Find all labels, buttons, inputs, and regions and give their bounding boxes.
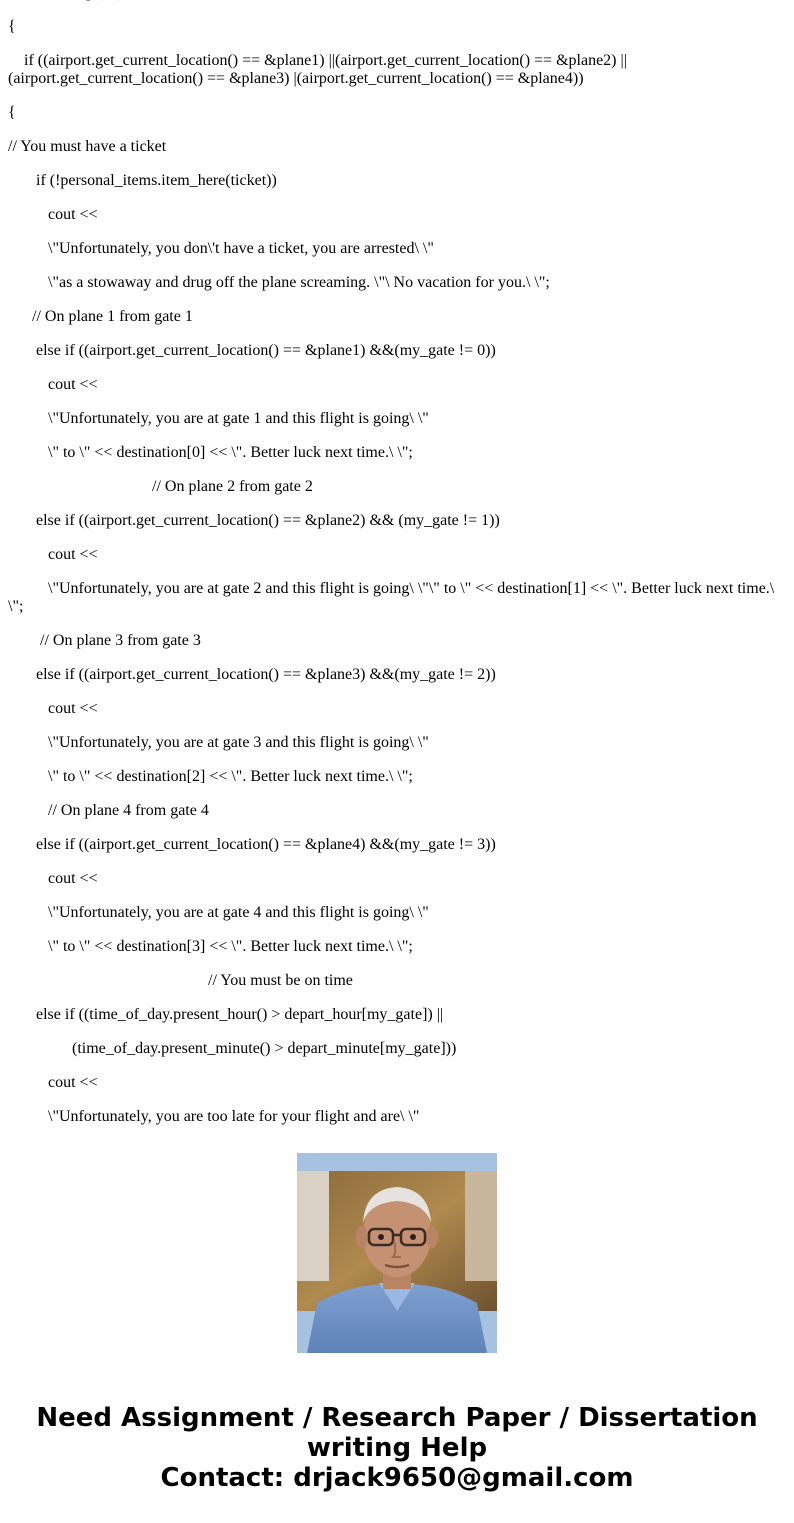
code-line: \" to \" << destination[0] << \". Better luck next time.\ \"; <box>8 444 413 461</box>
code-line: cout << <box>8 1074 98 1091</box>
code-line: cout << <box>8 376 98 393</box>
code-line: \"Unfortunately, you don\'t have a ticket, you are arrested\ \" <box>8 240 434 257</box>
promo-headline: Need Assignment / Research Paper / Dissertation <box>36 1403 758 1433</box>
code-line: \"Unfortunately, you are at gate 1 and this flight is going\ \" <box>8 410 429 427</box>
code-line: \" to \" << destination[3] << \". Better luck next time.\ \"; <box>8 938 413 955</box>
author-avatar <box>297 1153 497 1353</box>
code-line: else if ((airport.get_current_location() == &plane4) &&(my_gate != 3)) <box>8 836 496 853</box>
code-line: // You must have a ticket <box>8 138 167 155</box>
code-line: // You must be on time <box>8 972 353 989</box>
code-line: else if ((airport.get_current_location() == &plane3) &&(my_gate != 2)) <box>8 666 496 683</box>
code-line: cout << <box>8 206 98 223</box>
code-line: // On plane 3 from gate 3 <box>8 632 201 649</box>
promo-contact: Contact: drjack9650@gmail.com <box>160 1463 634 1493</box>
code-line: \"Unfortunately, you are at gate 3 and this flight is going\ \" <box>8 734 429 751</box>
code-line: \"Unfortunately, you are at gate 2 and this flight is going\ \"\" to \" << destination[1] << \". Better luck next time.\ \"; <box>8 580 779 615</box>
code-line: // On plane 2 from gate 2 <box>8 478 313 495</box>
code-line: // On plane 4 from gate 4 <box>8 802 209 819</box>
code-line: if ((airport.get_current_location() == &plane1) ||(airport.get_current_location() == &plane2) || (airport.get_current_location() == &plane3) |(airport.get_current_location() == &plane4)) <box>8 52 631 87</box>
code-line: (time_of_day.present_minute() > depart_minute[my_gate])) <box>8 1040 457 1057</box>
code-line: { <box>8 104 16 121</box>
code-line: cout << <box>8 700 98 717</box>
code-line: \"Unfortunately, you are too late for your flight and are\ \" <box>8 1108 420 1125</box>
code-line: \" to \" << destination[2] << \". Better luck next time.\ \"; <box>8 768 413 785</box>
code-line: else if ((airport.get_current_location() == &plane1) &&(my_gate != 0)) <box>8 342 496 359</box>
code-line: cout << <box>8 870 98 887</box>
code-line: \"Unfortunately, you are at gate 4 and this flight is going\ \" <box>8 904 429 921</box>
code-line: cout << <box>8 546 98 563</box>
code-line: { <box>8 18 16 35</box>
code-line: \"as a stowaway and drug off the plane screaming. \"\ No vacation for you.\ \"; <box>8 274 550 291</box>
code-line: // On plane 1 from gate 1 <box>8 308 193 325</box>
code-line: else if ((airport.get_current_location() == &plane2) && (my_gate != 1)) <box>8 512 500 529</box>
person-avatar-icon <box>297 1153 497 1353</box>
code-line: else if ((time_of_day.present_hour() > depart_hour[my_gate]) || <box>8 1006 444 1023</box>
promo-banner <box>0 1403 794 1493</box>
code-line: if (!personal_items.item_here(ticket)) <box>8 172 277 189</box>
code-line <box>8 0 782 2</box>
promo-subline: writing Help <box>306 1433 488 1463</box>
